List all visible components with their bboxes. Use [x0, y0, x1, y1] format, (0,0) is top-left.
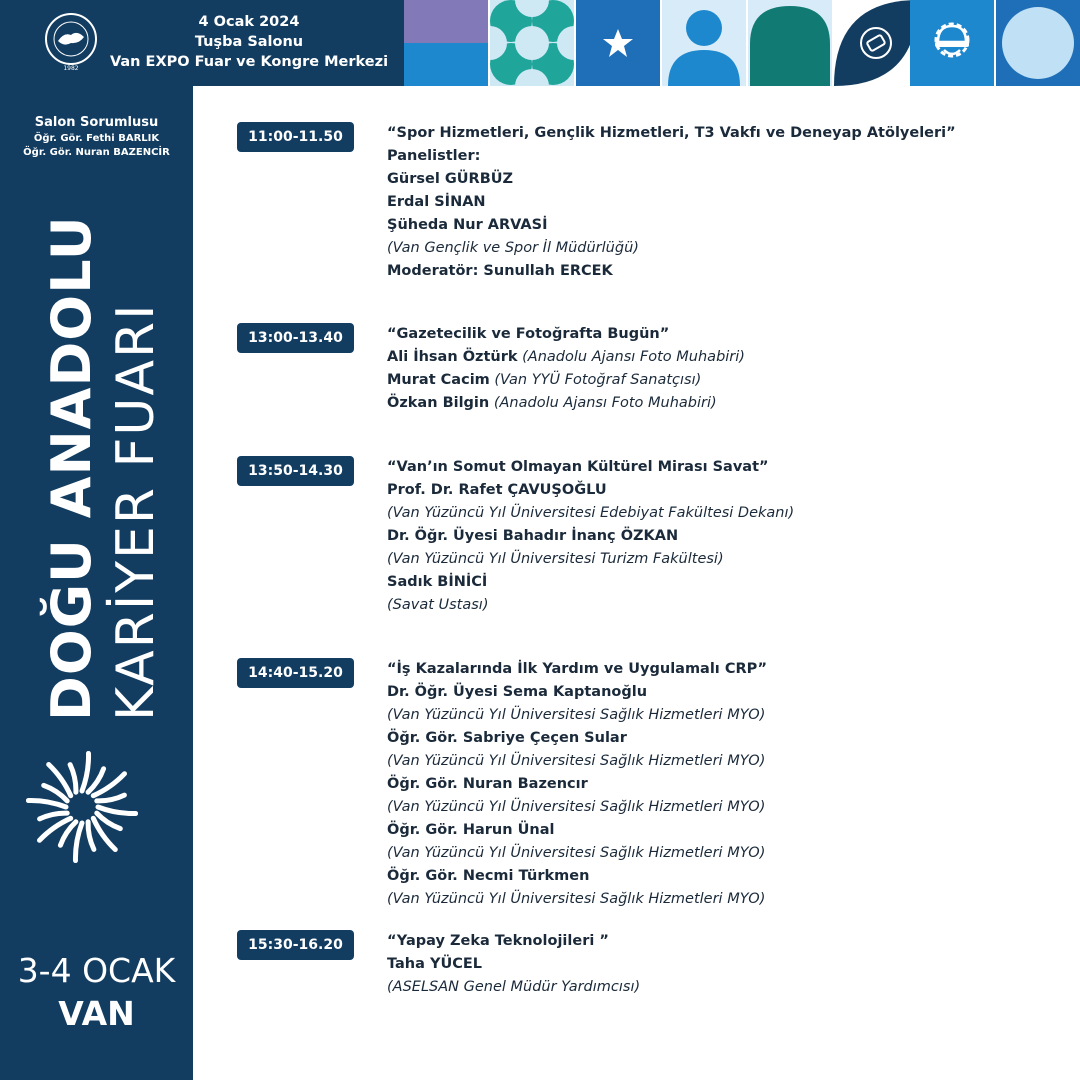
tile-teal-pattern [490, 0, 574, 86]
sun-ray [98, 807, 136, 814]
speaker-affiliation: (Anadolu Ajansı Foto Muhabiri) [522, 349, 745, 365]
sun-ray [88, 822, 94, 850]
salon-responsible-1: Öğr. Gör. Fethi BARLIK [33, 133, 160, 144]
speaker-name: Öğr. Gör. Sabriye Çeçen Sular [387, 730, 627, 746]
salon-title: Salon Sorumlusu [34, 115, 159, 130]
sun-ray [44, 785, 67, 801]
speaker-affiliation: (Van Yüzüncü Yıl Üniversitesi Sağlık Hizmetleri MYO) [387, 753, 766, 769]
tile-circle [996, 0, 1080, 86]
speaker-name: Taha YÜCEL [387, 956, 483, 972]
session-content [387, 930, 1047, 999]
speaker-affiliation: (Van Yüzüncü Yıl Üniversitesi Sağlık Hizmetleri MYO) [387, 891, 766, 907]
panel-label: Panelistler: [387, 148, 481, 164]
speaker-affiliation: (Van Yüzüncü Yıl Üniversitesi Sağlık Hizmetleri MYO) [387, 707, 766, 723]
sun-ray [40, 813, 68, 819]
svg-text:1982: 1982 [63, 65, 79, 72]
speaker-affiliation: (Van Yüzüncü Yıl Üniversitesi Edebiyat Fakültesi Dekanı) [387, 505, 795, 521]
fair-title-bold: DOĞU ANADOLU [40, 215, 103, 721]
tile-diploma [834, 0, 918, 86]
speaker-name: Şüheda Nur ARVASİ [387, 217, 548, 233]
session-time: 15:30-16.20 [237, 930, 354, 960]
session-title: “İş Kazalarında İlk Yardım ve Uygulamalı CRP” [387, 661, 768, 677]
sun-ray [75, 823, 82, 861]
session-time: 13:50-14.30 [237, 456, 354, 486]
moderator: Moderatör: Sunullah ERCEK [387, 263, 613, 279]
speaker-affiliation: (Van Yüzüncü Yıl Üniversitesi Sağlık Hizmetleri MYO) [387, 845, 766, 861]
header-info-panel [0, 0, 404, 86]
sun-ray [88, 769, 104, 793]
speaker-name: Erdal SİNAN [387, 194, 486, 210]
sun-ray [97, 813, 121, 829]
speaker-name: Ali İhsan Öztürk [387, 349, 518, 365]
session-content [387, 122, 1047, 283]
hardhat-gear-icon [910, 0, 994, 86]
session-time: 11:00-11.50 [237, 122, 354, 152]
speaker-name: Sadık BİNİCİ [387, 574, 488, 590]
speaker-affiliation: (Van Gençlik ve Spor İl Müdürlüğü) [387, 240, 639, 256]
person-icon [662, 0, 746, 86]
speaker-affiliation: (Savat Ustası) [387, 597, 489, 613]
speaker-affiliation: (ASELSAN Genel Müdür Yardımcısı) [387, 979, 641, 995]
tile-purple [404, 0, 488, 86]
sun-ray [28, 800, 66, 807]
speaker-name: Gürsel GÜRBÜZ [387, 171, 514, 187]
speaker-affiliation: (Van Yüzüncü Yıl Üniversitesi Turizm Fakültesi) [387, 551, 724, 567]
speaker-affiliation: (Van Yüzüncü Yıl Üniversitesi Sağlık Hizmetleri MYO) [387, 799, 766, 815]
university-logo-icon [44, 10, 98, 72]
fair-dates: 3-4 OCAK [17, 951, 176, 990]
session-title: “Yapay Zeka Teknolojileri ” [387, 933, 609, 949]
session-time: 13:00-13.40 [237, 323, 354, 353]
event-venue: Van EXPO Fuar ve Kongre Merkezi [109, 54, 389, 70]
fair-title-light: KARİYER FUARI [106, 302, 166, 721]
decorative-tiles [404, 0, 1080, 86]
session-content [387, 456, 1047, 617]
speaker-name: Öğr. Gör. Harun Ünal [387, 822, 555, 838]
header [0, 0, 1080, 86]
sun-ray [82, 753, 89, 791]
speaker-affiliation: (Anadolu Ajansı Foto Muhabiri) [493, 395, 717, 411]
session-title: “Van’ın Somut Olmayan Kültürel Mirası Savat” [387, 459, 769, 475]
sun-logo-icon [26, 751, 138, 863]
salon-responsible [0, 116, 193, 160]
tile-hardhat [910, 0, 994, 86]
speaker-name: Özkan Bilgin [387, 395, 490, 411]
tile-star [576, 0, 660, 86]
speaker-name: Öğr. Gör. Nuran Bazencır [387, 776, 588, 792]
sun-ray [60, 822, 76, 846]
fair-title [40, 215, 170, 721]
session-content [387, 323, 1047, 415]
session-title: “Gazetecilik ve Fotoğrafta Bugün” [387, 326, 670, 342]
sun-ray [97, 795, 125, 801]
sun-ray [70, 765, 76, 793]
diploma-icon [834, 0, 918, 86]
speaker-name: Dr. Öğr. Üyesi Sema Kaptanoğlu [387, 684, 648, 700]
salon-responsible-2: Öğr. Gör. Nuran BAZENCİR [23, 147, 170, 158]
event-date: 4 Ocak 2024 [198, 14, 300, 30]
tile-teal-arch [748, 0, 832, 86]
tile-person [662, 0, 746, 86]
speaker-name: Prof. Dr. Rafet ÇAVUŞOĞLU [387, 482, 607, 498]
speaker-affiliation: (Van YYÜ Fotoğraf Sanatçısı) [494, 372, 702, 388]
speaker-name: Murat Cacim [387, 372, 490, 388]
event-info [104, 12, 394, 72]
fair-city: VAN [58, 994, 135, 1033]
sidebar [0, 86, 193, 1080]
star-icon [576, 0, 660, 86]
speaker-name: Öğr. Gör. Necmi Türkmen [387, 868, 590, 884]
session-content [387, 658, 1047, 911]
session-time: 14:40-15.20 [237, 658, 354, 688]
speaker-name: Dr. Öğr. Üyesi Bahadır İnanç ÖZKAN [387, 528, 679, 544]
event-hall: Tuşba Salonu [194, 34, 304, 50]
session-title: “Spor Hizmetleri, Gençlik Hizmetleri, T3 Vakfı ve Deneyap Atölyeleri” [387, 125, 956, 141]
